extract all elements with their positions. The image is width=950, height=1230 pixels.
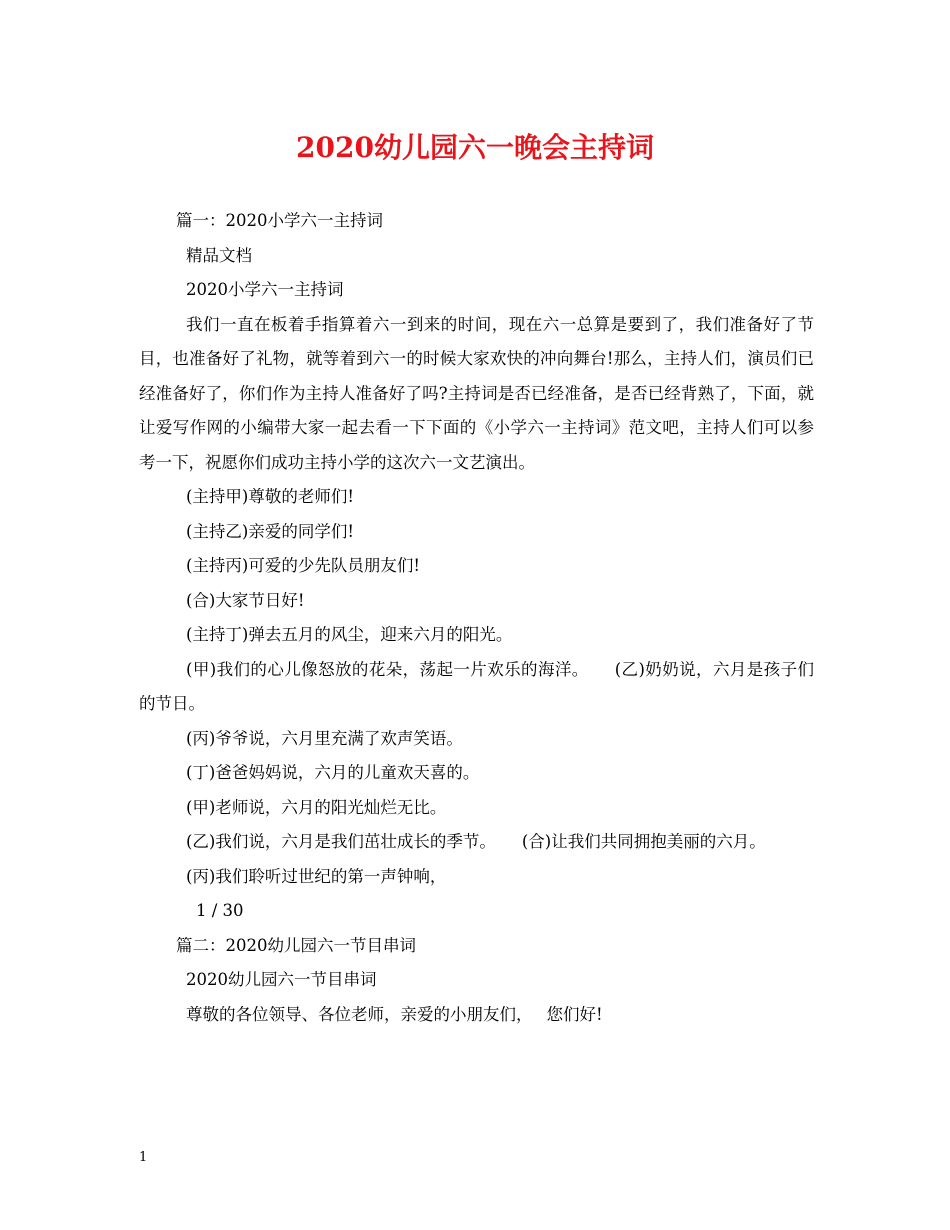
script-text: 您们好! bbox=[546, 1004, 603, 1024]
script-paragraph bbox=[139, 653, 814, 722]
section-heading-2: 篇二：2020幼儿园六一节目串词 bbox=[176, 935, 416, 955]
script-line: (主持丙)可爱的少先队员朋友们! bbox=[186, 556, 421, 575]
section-heading-1: 篇一：2020小学六一主持词 bbox=[176, 211, 383, 230]
document-body bbox=[139, 204, 814, 1032]
script-line: (丙)我们聆听过世纪的第一声钟响， bbox=[186, 866, 447, 886]
script-line: (主持乙)亲爱的同学们! bbox=[186, 521, 355, 541]
document-title: 2020幼儿园六一晚会主持词 bbox=[296, 131, 654, 164]
script-text: (乙)我们说，六月是我们茁壮成长的季节。 bbox=[186, 832, 496, 851]
footer-page-number: 1 bbox=[139, 1150, 148, 1165]
script-text: (乙)奶奶说，六月是孩子们的节日。 bbox=[139, 659, 815, 713]
script-text: 尊敬的各位领导、各位老师，亲爱的小朋友们， bbox=[186, 1004, 533, 1024]
script-line: (合)大家节日好! bbox=[186, 590, 305, 610]
script-line: (丙)爷爷说，六月里充满了欢声笑语。 bbox=[186, 728, 463, 748]
section-subtitle-1: 2020小学六一主持词 bbox=[186, 280, 344, 299]
script-text: (甲)我们的心儿像怒放的花朵，荡起一片欢乐的海洋。 bbox=[186, 659, 589, 679]
script-line bbox=[139, 998, 814, 1033]
script-line: (丁)爸爸妈妈说，六月的儿童欢天喜的。 bbox=[186, 763, 480, 782]
script-text: (合)让我们共同拥抱美丽的六月。 bbox=[521, 832, 766, 851]
label-text: 精品文档 bbox=[186, 245, 252, 265]
page-marker: 1 / 30 bbox=[196, 901, 244, 920]
script-paragraph bbox=[139, 825, 814, 860]
script-line: (主持丁)弹去五月的风尘，迎来六月的阳光。 bbox=[186, 625, 513, 644]
section-subtitle-2: 2020幼儿园六一节目串词 bbox=[186, 970, 377, 989]
intro-paragraph: 我们一直在板着手指算着六一到来的时间，现在六一总算是要到了，我们准备好了节目，也准备好了礼物，就等着到六一的时候大家欢快的冲向舞台!那么，主持人们，演员们已经准备好了，你们作为主持人准备好了吗?主持词是否已经准备，是否已经背熟了，下面，就让爱写作网的小编带大家一起去看一下下面的《小学六一主持词》范文吧，主持人们可以参考一下，祝愿你们成功主持小学的这次六一文艺演出。 bbox=[139, 314, 814, 472]
script-line: (主持甲)尊敬的老师们! bbox=[186, 487, 355, 506]
script-line: (甲)老师说，六月的阳光灿烂无比。 bbox=[186, 797, 447, 817]
